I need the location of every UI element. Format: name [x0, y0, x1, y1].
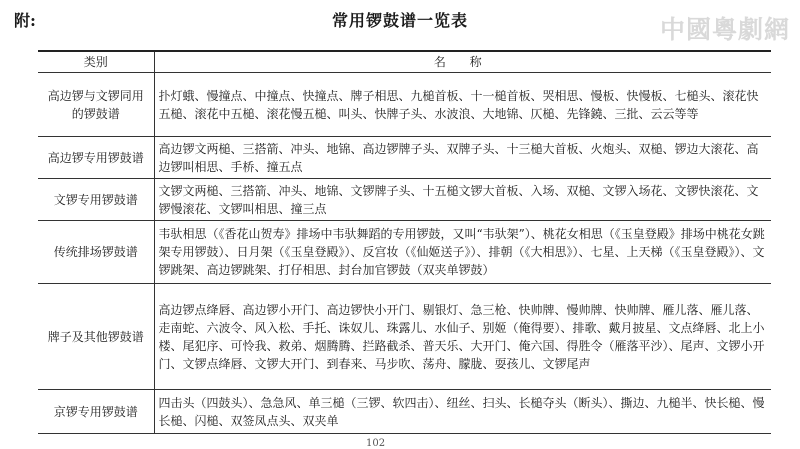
names-cell: 文锣文两槌、三搭箭、冲头、地锦、文锣牌子头、十五槌文锣大首板、入场、双槌、文锣入场花、文锣快滚花、文锣慢滚花、文锣叫相思、撞三点 — [154, 179, 771, 221]
page-title: 常用锣鼓谱一览表 — [331, 11, 468, 30]
table-row — [38, 73, 771, 137]
names-cell: 高边锣文两槌、三搭箭、冲头、地锦、高边锣牌子头、双牌子头、十三槌大首板、火炮头、双槌、锣边大滚花、高边锣叫相思、手桥、撞五点 — [154, 137, 771, 179]
category-cell: 文锣专用锣鼓谱 — [38, 179, 154, 221]
site-watermark: 中國粵劇網 — [659, 15, 790, 44]
names-cell: 韦驮相思（《香花山贺寿》排场中韦驮舞蹈的专用锣鼓，又叫“韦驮架”）、桃花女相思（《玉皇登殿》排场中桃花女跳架专用锣鼓）、日月架（《玉皇登殿》）、反宫妆（《仙姬送子》）、排朝（《大相思》）、七星、上天梯（《玉皇登殿》）、文锣跳架、高边锣跳架、打仔相思、封台加官锣鼓（双夹单锣鼓） — [154, 221, 771, 284]
appendix-label: 附: — [14, 11, 36, 30]
table-row — [38, 390, 771, 434]
column-header-category: 类别 — [38, 51, 154, 73]
page-number: 102 — [366, 438, 386, 449]
category-cell: 高边锣与文锣同用的锣鼓谱 — [38, 73, 154, 137]
category-cell: 牌子及其他锣鼓谱 — [38, 284, 154, 390]
table-row — [38, 179, 771, 221]
category-cell: 高边锣专用锣鼓谱 — [38, 137, 154, 179]
gong-drum-table — [38, 50, 771, 434]
category-cell: 传统排场锣鼓谱 — [38, 221, 154, 284]
column-header-names: 名 称 — [154, 51, 771, 73]
table-header-row — [38, 51, 771, 73]
table-row — [38, 221, 771, 284]
category-cell: 京锣专用锣鼓谱 — [38, 390, 154, 434]
table-row — [38, 284, 771, 390]
names-cell: 扑灯蛾、慢撞点、中撞点、快撞点、牌子相思、九槌首板、十一槌首板、哭相思、慢板、快慢板、七槌头、滚花快五槌、滚花中五槌、滚花慢五槌、叫头、快牌子头、水波浪、大地锦、仄槌、先锋鐃、三批、云云等等 — [154, 73, 771, 137]
names-cell: 高边锣点绛唇、高边锣小开门、高边锣快小开门、剔银灯、急三枪、快帅牌、慢帅牌、快帅牌、雁儿落、雁儿落、走南蛇、六波令、风入松、手托、诛奴儿、珠露儿、水仙子、别姬（俺得要）、排歌、戴月披星、文点绛唇、北上小楼、尾犯序、可怜我、救弟、烟腾腾、拦路截杀、普天乐、大开门、俺六国、得胜令（雁落平沙）、尾声、文锣小开门、文锣点绛唇、文锣大开门、到春来、马步吹、荡舟、朦胧、耍孩儿、文锣尾声 — [154, 284, 771, 390]
table-row — [38, 137, 771, 179]
names-cell: 四击头（四鼓头）、急急风、单三槌（三锣、软四击）、纽丝、扫头、长槌夺头（断头）、撕边、九槌半、快长槌、慢长槌、闪槌、双签凤点头、双夹单 — [154, 390, 771, 434]
